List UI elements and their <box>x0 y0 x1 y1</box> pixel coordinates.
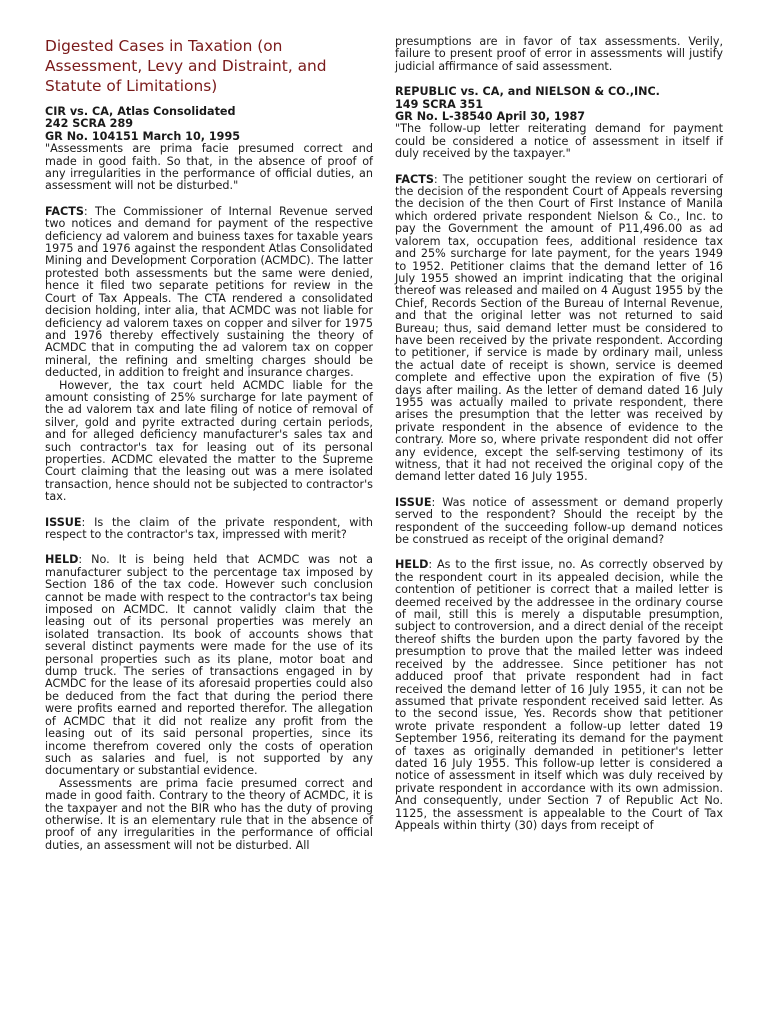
left-column <box>45 36 373 852</box>
case2-issue-text: : Was notice of assessment or demand properly served to the respondent? Should the receipt by the respondent of the succeeding follow-up demand notices be construed as receipt of the original demand? <box>395 495 723 547</box>
case1-facts-continued: However, the tax court held ACMDC liable for the amount consisting of 25% surcharge for late payment of the ad valorem tax and late filing of notice of removal of silver, gold and pyrite extracted during certain periods, and for alleged deficiency manufacturer's sales tax and such contractor's tax for leasing out of its personal properties. ACDMC elevated the matter to the Supreme Court claiming that the leasing out was a mere isolated transaction, hence should not be subjected to contractor's tax. <box>45 378 373 504</box>
case2-issue <box>395 497 723 547</box>
case1-name: CIR vs. CA, Atlas Consolidated <box>45 105 236 118</box>
case2-citation: 149 SCRA 351 <box>395 97 484 111</box>
case1-held-tail: presumptions are in favor of tax assessments. Verily, failure to present proof of error in assessments will justify judicial affirmance of said assessment. <box>395 35 723 73</box>
case2-held <box>395 559 723 832</box>
case1-gr-number: GR No. 104151 March 10, 1995 <box>45 129 241 143</box>
case1-issue <box>45 517 373 542</box>
case2-facts <box>395 174 723 484</box>
case2-issue-label: ISSUE <box>395 495 432 509</box>
case1-facts <box>45 206 373 380</box>
case2-name: REPUBLIC vs. CA, and NIELSON & CO.,INC. <box>395 85 660 99</box>
document-title: Digested Cases in Taxation (on Assessment, Levy and Distraint, and Statute of Limitations) <box>45 37 327 95</box>
right-column <box>395 36 723 832</box>
case1-held-text: : No. It is being held that ACMDC was not a manufacturer subject to the percentage tax imposed by Section 186 of the tax code. However such conclusion cannot be made with respect to the contractor's tax being imposed on ACMDC. It cannot validly claim that the leasing out of its personal properties was merely an isolated transaction. Its book of accounts shows that several distinct payments were made for the use of its personal properties such as its plane, motor boat and dump truck. The series of transactions engaged in by ACMDC for the lease of its aforesaid properties could also be deduced from the fact that during the period there were profits earned and reported therefor. The allegation of ACMDC that it did not realize any profit from the leasing out of its said personal properties, since its income therefrom covered only the costs of operation such as salaries and fuel, is not supported by any documentary or substantial evidence. <box>45 553 373 778</box>
case2-facts-text: : The petitioner sought the review on certiorari of the decision of the respondent Court of Appeals reversing the decision of the then Court of First Instance of Manila which ordered private respondent Nielson & Co., Inc. to pay the Government the amount of P11,496.00 as ad valorem tax, occupation fees, additional residence tax and 25% surcharge for late payment, for the years 1949 to 1952. Petitioner claims that the demand letter of 16 July 1955 showed an imprint indicating that the original thereof was released and mailed on 4 August 1955 by the Chief, Records Section of the Bureau of Internal Revenue, and that the original letter was not returned to said Bureau; thus, said demand letter must be considered to have been received by the private respondent. According to petitioner, if service is made by ordinary mail, unless the actual date of receipt is shown, service is deemed complete and effective upon the expiration of five (5) days after mailing. As the letter of demand dated 16 July 1955 was actually mailed to private respondent, there arises the presumption that the letter was received by private respondent in the absence of evidence to the contrary. More so, where private respondent did not offer any evidence, except the self-serving testimony of its witness, that it had not received the original copy of the demand letter dated 16 July 1955. <box>395 172 723 484</box>
case1-syllabus: "Assessments are prima facie presumed correct and made in good faith. So that, in the absence of proof of any irregularities in the performance of official duties, an assessment will not be disturbed." <box>45 142 373 193</box>
case2-held-text: : As to the first issue, no. As correctly observed by the respondent court in its appealed decision, while the contention of petitioner is correct that a mailed letter is deemed received by the addressee in the ordinary course of mail, still this is merely a disputable presumption, subject to controversion, and a direct denial of the receipt thereof shifts the burden upon the party favored by the presumption to prove that the mailed letter was indeed received by the addressee. Since petitioner has not adduced proof that private respondent had in fact received the demand letter of 16 July 1955, it can not be assumed that private respondent received said letter. As to the second issue, Yes. Records show that petitioner wrote private respondent a follow-up letter dated 19 September 1956, reiterating its demand for the payment of taxes as originally demanded in petitioner's letter dated 16 July 1955. This follow-up letter is considered a notice of assessment in itself which was duly received by private respondent in accordance with its own admission. And consequently, under Section 7 of Republic Act No. 1125, the assessment is appealable to the Court of Tax Appeals within thirty (30) days from receipt of <box>395 558 723 832</box>
case1-facts-text: : The Commissioner of Internal Revenue served two notices and demand for payment of the respective deficiency ad valorem and buiness taxes for taxable years 1975 and 1976 against the respondent Atlas Consolidated Mining and Development Corporation (ACMDC). The latter protested both assessments but the same were denied, hence it filed two separate petitions for review in the Court of Tax Appeals. The CTA rendered a consolidated decision holding, inter alia, that ACMDC was not liable for deficiency ad valorem taxes on copper and silver for 1975 and 1976 thereby effectively sustaining the theory of ACMDC that in computing the ad valorem tax on copper mineral, the refining and smelting charges should be deducted, in addition to freight and insurance charges. <box>45 204 373 380</box>
case2-gr-number: GR No. L-38540 April 30, 1987 <box>395 110 586 124</box>
case1-facts-label: FACTS <box>45 204 84 218</box>
case2-held-label: HELD <box>395 558 429 572</box>
case1-held-label: HELD <box>45 553 79 567</box>
case2-syllabus: "The follow-up letter reiterating demand for payment could be considered a notice of assessment in itself if duly received by the taxpayer." <box>395 122 723 161</box>
case1-held-continued: Assessments are prima facie presumed correct and made in good faith. Contrary to the theory of ACMDC, it is the taxpayer and not the BIR who has the duty of proving otherwise. It is an elementary rule that in the absence of proof of any irregularities in the performance of official duties, an assessment will not be disturbed. All <box>45 776 373 852</box>
case2-facts-label: FACTS <box>395 172 434 186</box>
case1-issue-text: : Is the claim of the private respondent, with respect to the contractor's tax, impressed with merit? <box>45 515 373 541</box>
case1-held <box>45 554 373 777</box>
case1-issue-label: ISSUE <box>45 515 82 529</box>
case1-citation: 242 SCRA 289 <box>45 117 134 131</box>
